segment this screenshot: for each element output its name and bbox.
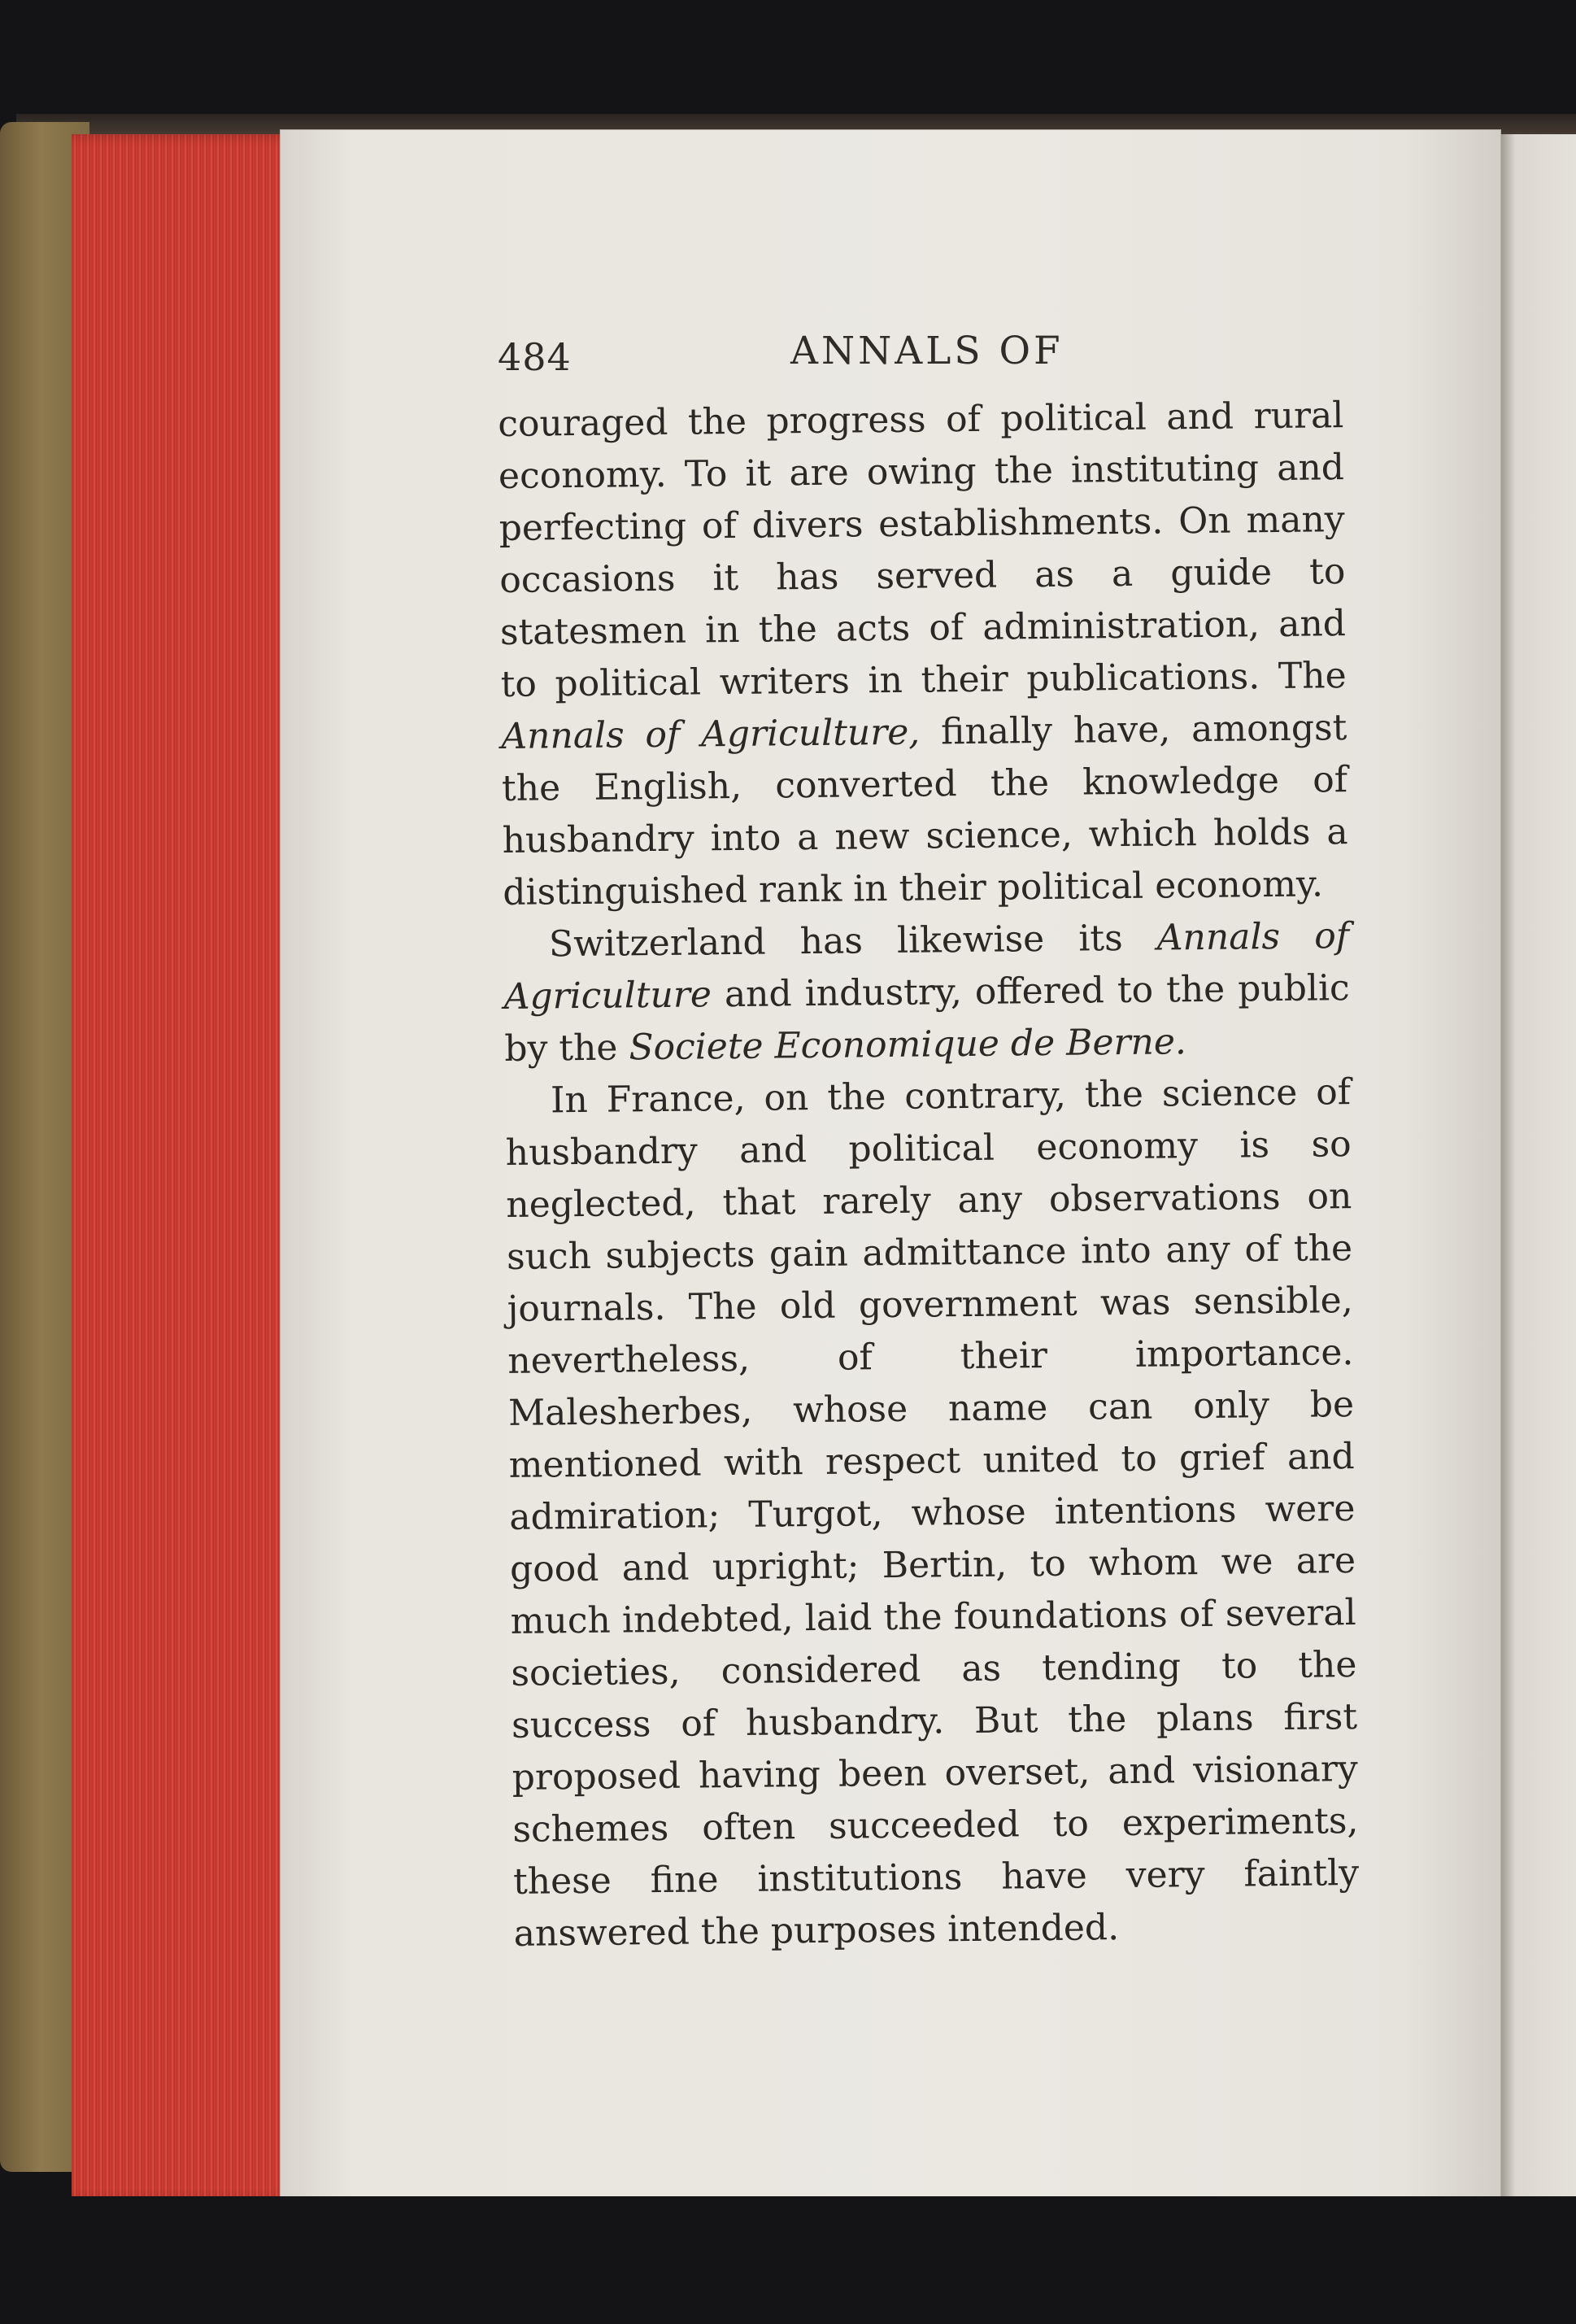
p2-text-c: and industry, offered to the public by the [504, 967, 1350, 1070]
background-bottom [0, 2196, 1576, 2324]
page-number: 484 [498, 335, 572, 379]
p1-italic-title: Annals of Agriculture, [501, 711, 921, 757]
p2-italic-title: Annals of Agriculture [503, 915, 1350, 1018]
running-head [498, 324, 1343, 381]
red-page-edges [72, 134, 299, 2200]
facing-page-edge [1500, 134, 1576, 2217]
paragraph-3: In France, on the contrary, the science of husbandry and political economy is so neglected, that rarely any observations on such subjects gain admittance into any of the journals. The old government was sensible, nevertheless, of their importance. Malesherbes, whose name can only be mentioned with respect united to grief and admiration; Turgot, whose intentions were good and upright; Bertin, to whom we are much indebted, laid the foundations of several societies, considered as tending to the success of husbandry. But the plans first proposed having been overset, and visionary schemes often succeeded to experiments, these fine institutions have very faintly answered the purposes intended. [505, 1071, 1360, 1955]
running-title: ANNALS OF [790, 329, 1064, 373]
p1-text-c: finally have, amongst the English, converted the knowledge of husbandry into a new science, which holds a distinguished rank in their political economy. [501, 707, 1348, 913]
p2-italic-society: Societe Economique de Berne. [629, 1021, 1187, 1069]
p2-text-a: Switzerland has likewise its [548, 917, 1158, 966]
paragraph-2 [503, 910, 1351, 1075]
page-text [498, 390, 1360, 1960]
paragraph-1 [498, 390, 1349, 919]
p1-text-a: couraged the progress of political and rural economy. To it are owing the instituting and perfecting of divers establishments. On many occasions it has served as a guide to statesmen in the acts of administration, and to political writers in their publications. The [498, 395, 1347, 705]
